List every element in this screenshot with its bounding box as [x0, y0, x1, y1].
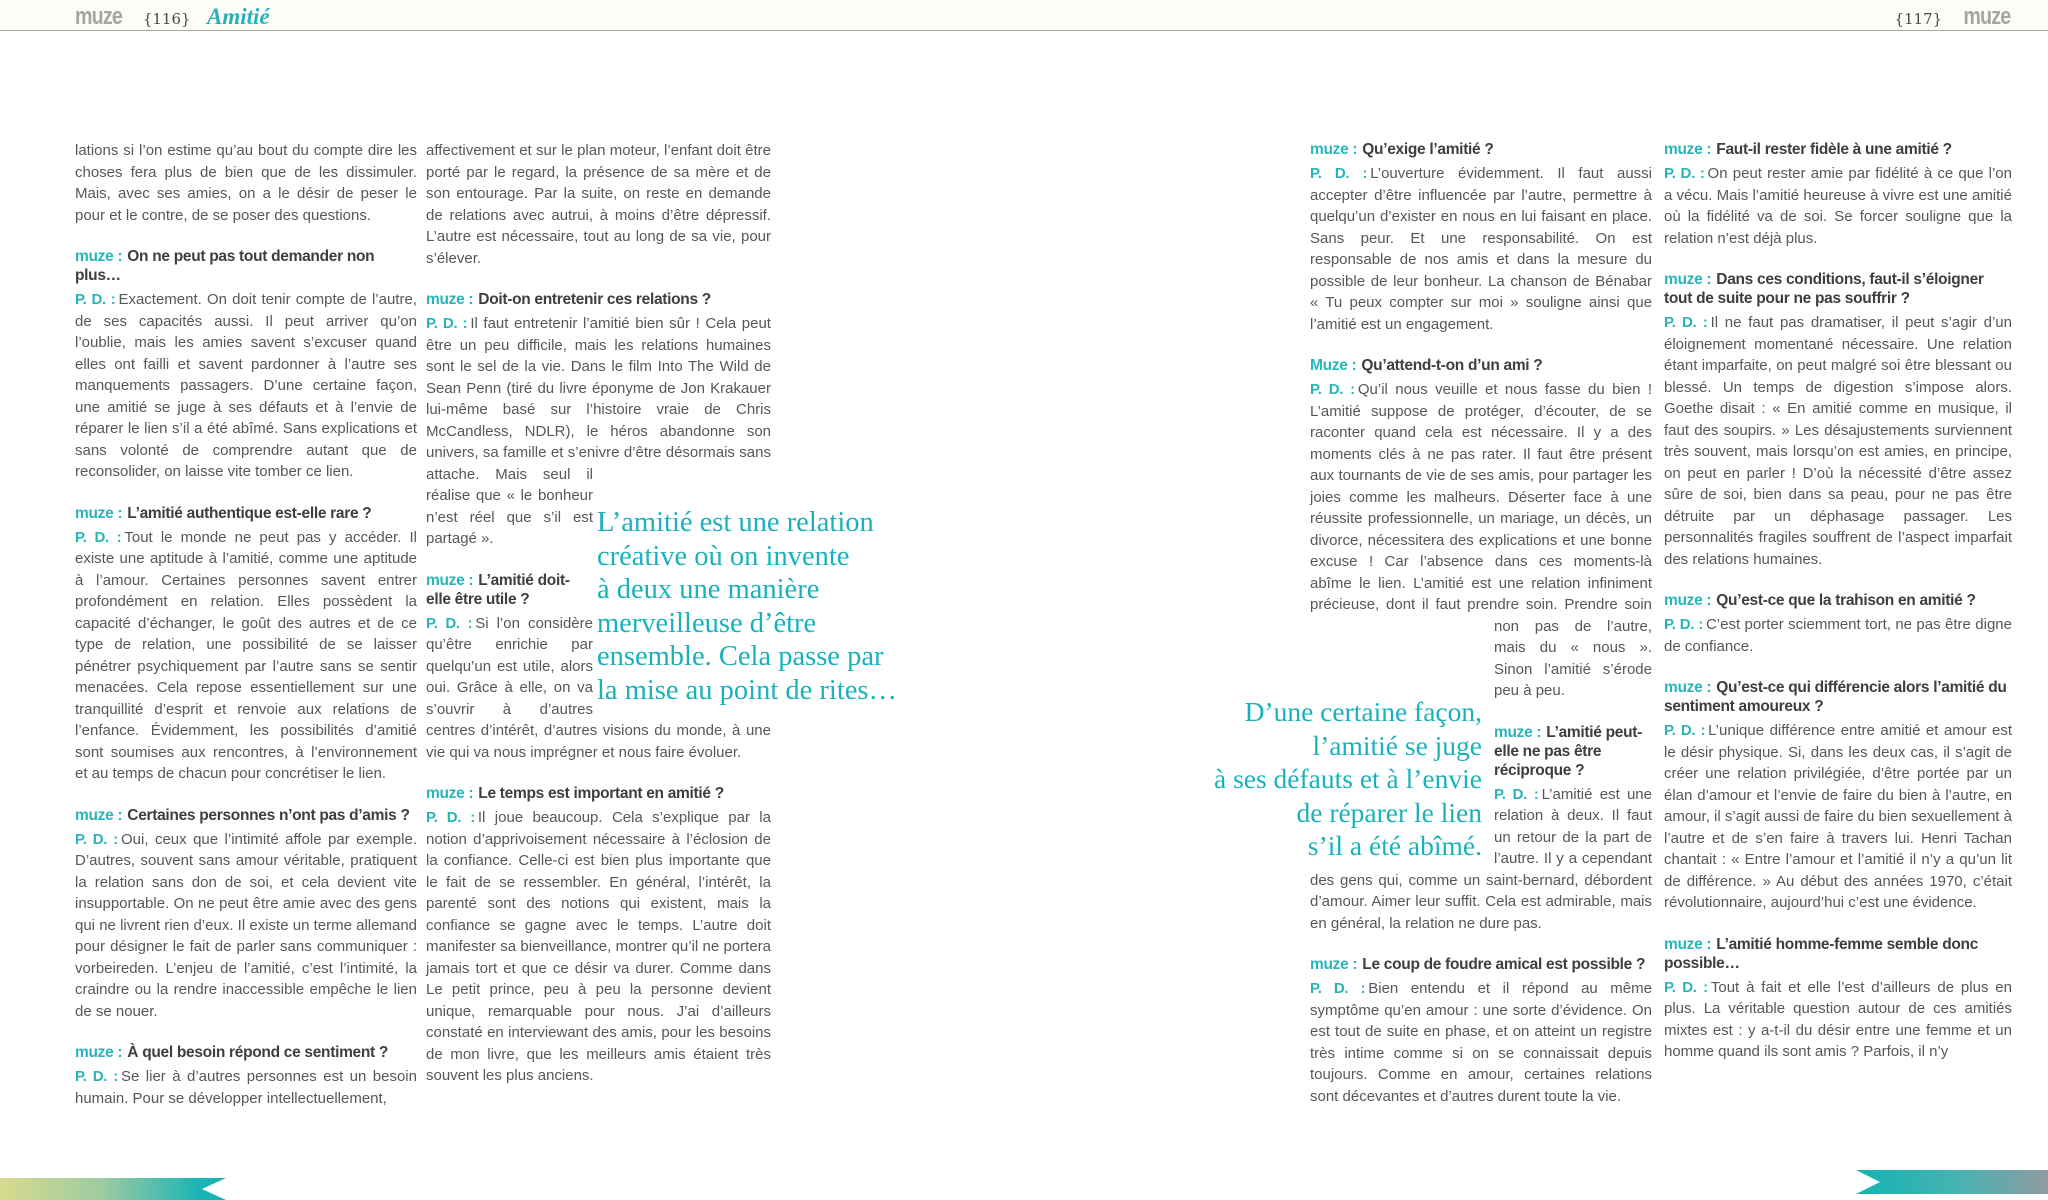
- interview-answer: [1664, 720, 2012, 914]
- interview-answer: [1664, 163, 2012, 249]
- answer-text: C’est porter sciemment tort, ne pas être digne de confiance.: [1664, 616, 2012, 655]
- interview-question: [1664, 935, 2012, 973]
- muze-label: muze :: [1664, 271, 1712, 288]
- interview-answer: [75, 289, 417, 483]
- interview-question: [1664, 591, 2012, 610]
- page-header: [0, 0, 2048, 31]
- pullquote-line: L’amitié est une relation: [597, 507, 874, 538]
- pd-label: P. D. :: [1664, 722, 1706, 739]
- pullquote-center: [597, 506, 997, 707]
- answer-text: Il ne faut pas dramatiser, il peut s’agir d’un éloignement momentané nécessaire. Une relation étant imparfaite, on peut malgré soi être blessant ou blessé. Un temps de digestion s’impose alors. Goethe disait : « En amitié comme en musique, il faut des soupirs. » Les désajustements surviennent très souvent, mais lorsqu’on est amies, en principe, on peut en parler ! D’où la nécessité d’être assez sûre de soi, bien dans sa peau, pour ne pas être détruite par un déphasage passager. Les personnalités fragiles souffrent de l’aspect imparfait des relations humaines.: [1664, 314, 2012, 568]
- text-column-left-1: [75, 140, 417, 1109]
- interview-answer: [75, 1066, 417, 1109]
- answer-text: Si l’on considère qu’être enrichie par quelqu’un est utile, alors oui. Grâce à elle, on va s’ouvrir à d’autres centres d’intérêt, d’autres visions du monde, à une vie qui va nous imprégner et nous faire évoluer.: [426, 614, 771, 761]
- interview-question: [75, 806, 417, 825]
- pd-label: P. D. :: [426, 315, 468, 332]
- interview-answer: [1664, 614, 2012, 657]
- pullquote-line: ensemble. Cela passe par: [597, 641, 884, 672]
- pd-label: P. D. :: [1664, 978, 1708, 996]
- pd-label: P. D. :: [75, 291, 116, 308]
- pullquote-line: l’amitié se juge: [1312, 729, 1482, 761]
- pullquote-line: de réparer le lien: [1296, 796, 1482, 828]
- muze-label: muze :: [1664, 679, 1712, 696]
- answer-text: attache. Mais seul il réalise que « le bonheur n’est réel que s’il est partagé ».: [426, 465, 593, 547]
- muze-label: Muze :: [1310, 357, 1357, 374]
- muze-label: muze :: [426, 785, 474, 802]
- muze-label: muze :: [75, 504, 123, 522]
- interview-answer: [1310, 163, 1652, 335]
- pullquote-line: la mise au point de rites…: [597, 674, 897, 706]
- answer-text: Bien entendu et il répond au même symptôme qu’en amour : une sorte d’évidence. On est tout de suite en phase, et on atteint un registre très intime comme si on se connaissait depuis toujours. Comme en amour, certaines relations sont décevantes et d’autres durent toute la vie.: [1310, 980, 1652, 1105]
- muze-label: muze :: [426, 571, 474, 589]
- ribbon-right-decoration: [1856, 1170, 2048, 1194]
- pullquote-line: D’une certaine façon,: [1244, 696, 1482, 727]
- answer-text: soin. Prendre soin non pas de l’autre, mais du « nous ». Sinon l’amitié s’érode peu à peu.: [1494, 596, 1653, 699]
- pd-label: P. D. :: [1310, 381, 1355, 398]
- question-text: L’amitié authentique est-elle rare ?: [127, 504, 372, 522]
- answer-text: Tout le monde ne peut pas y accéder. Il existe une aptitude à l’amitié, comme une aptitude à l’amour. Certaines personnes savent entrer profondément en relation. Elles possèdent la capacité d’échanger, le goût des autres et de ce type de relation, une possibilité de se laisser pénétrer psychiquement par l’autre sans se sentir menacées. Cela repose essentiellement sur une tranquillité d’esprit et renvoie aux relations de l’enfance. Évidemment, les possibilités d’amitié sont soumises aux rencontres, à l’environnement et au temps de chacun pour concrétiser le lien.: [75, 528, 417, 782]
- magazine-logo: muze: [1962, 3, 2010, 30]
- answer-text: Exactement. On doit tenir compte de l’autre, de ses capacités aussi. Il peut arriver qu’on l’oublie, mais les amies savent s’excuser quand elles ont failli et savent pardonner à l’autre ses manquements passagers. D’une certaine façon, une amitié se juge à ses défauts et à l’envie de réparer le lien s’il a été abîmé. Sans explications et sans volonté de comprendre autant que de reconsolider, on laisse vite tomber ce lien.: [75, 291, 417, 480]
- interview-question: [1664, 270, 2012, 308]
- answer-text: Il faut entretenir l’amitié bien sûr ! Cela peut être un peu difficile, mais les relations humaines sont le sel de la vie. Dans le film Into The Wild de Sean Penn (tiré du livre éponyme de Jon Krakauer lui-même basé sur l’histoire vraie de Chris McCandless, NDLR), le héros abandonne son univers, sa famille et s’enivre d’être désormais sans: [426, 315, 771, 461]
- pd-label: P. D. :: [75, 528, 122, 546]
- pd-label: P. D. :: [1664, 616, 1703, 633]
- question-text: Certaines personnes n’ont pas d’amis ?: [127, 806, 410, 824]
- pd-label: P. D. :: [1310, 165, 1368, 182]
- answer-text: Tout à fait et elle l’est d’ailleurs de plus en plus. La véritable question autour de ces amitiés mixtes est : y a-t-il du désir entre une femme et un homme quand ils sont amis ? Parfois, il n’y: [1664, 978, 2012, 1060]
- answer-text: Qu’il nous veuille et nous fasse du bien ! L’amitié suppose de protéger, d’écouter, de se raconter quand cela est nécessaire. Il y a des moments clés à ne pas rater. Il faut être présent aux tournants de vie de ses amis, pour partager les joies comme les malheurs. Déserter face à une réussite professionnelle, un mariage, un décès, un divorce, nécessitera des explications et une bonne excuse ! Car l’absence dans ces moments-là abîme le lien. L’amitié est une relation infiniment précieuse, dont il faut prendre: [1310, 381, 1652, 613]
- text-column-right-2: [1664, 140, 2012, 1063]
- question-text: Dans ces conditions, faut-il s’éloigner tout de suite pour ne pas souffrir ?: [1664, 271, 1984, 307]
- answer-text: L’unique différence entre amitié et amour est le désir physique. Si, dans les deux cas, il s’agit de créer une relation privilégiée, d’être portée par un élan d’amour et l’envie de faire du bien à l’autre, en amour, il s’agit aussi de faire du bien sexuellement à l’autre et de s’en faire à travers lui. Henri Tachan chantait : « Entre l’amour et l’amitié il n’y a qu’un lit de différence. » Au début des années 1970, c’était révolutionnaire, aujourd’hui c’est une évidence.: [1664, 722, 2012, 911]
- question-text: Qu’est-ce que la trahison en amitié ?: [1716, 592, 1976, 609]
- question-text: Doit-on entretenir ces relations ?: [478, 291, 711, 308]
- answer-text: Oui, ceux que l’intimité affole par exemple. D’autres, souvent sans amour véritable, pratiquent la relation sans don de soi, et cela devient vite insupportable. On ne peut être amie avec des gens qui ne livrent rien d’eux. Il existe un terme allemand pour désigner le fait de parler sans communiquer : vorbeireden. L’enjeu de l’amitié, c’est l’intimité, la craindre ou la rendre inaccessible empêche le lien de se nouer.: [75, 830, 417, 1020]
- question-text: Le temps est important en amitié ?: [478, 785, 724, 802]
- question-text: L’amitié doit-elle être utile ?: [426, 571, 570, 608]
- pullquote-line: à deux une manière: [597, 574, 820, 605]
- interview-question: [1310, 356, 1652, 375]
- pd-label: P. D. :: [75, 1068, 118, 1085]
- question-text: Faut-il rester fidèle à une amitié ?: [1716, 141, 1952, 158]
- pd-label: P. D. :: [1664, 314, 1708, 331]
- pullquote-line: à ses défauts et à l’envie: [1213, 763, 1482, 794]
- muze-label: muze :: [1664, 935, 1712, 953]
- question-text: Qu’exige l’amitié ?: [1362, 141, 1494, 158]
- pullquote-line: s’il a été abîmé.: [1307, 830, 1482, 861]
- interview-answer: [75, 527, 417, 785]
- ribbon-left-decoration: [0, 1178, 226, 1200]
- question-text: On ne peut pas tout demander non plus…: [75, 248, 375, 284]
- interview-question: [1310, 955, 1652, 974]
- answer-text: L’ouverture évidemment. Il faut aussi accepter d’être influencée par l’autre, permettre à quelqu’un d’exister en nous en lui faisant en place. Sans peur. Et une responsabilité. On est responsable de nos amis et dans la mesure du possible de leur bonheur. La chanson de Bénabar « Tu peux compter sur moi » souligne ainsi que l’amitié est un engagement.: [1310, 165, 1652, 333]
- muze-label: muze :: [75, 248, 123, 265]
- question-text: L’amitié peut-elle ne pas être réciproque ?: [1494, 723, 1642, 779]
- muze-label: muze :: [1310, 141, 1358, 158]
- muze-label: muze :: [426, 291, 474, 308]
- question-text: L’amitié homme-femme semble donc possible…: [1664, 935, 1979, 972]
- question-text: Qu’attend-t-on d’un ami ?: [1361, 357, 1543, 374]
- body-paragraph: lations si l’on estime qu’au bout du compte dire les choses fera plus de bien que de les dissimuler. Mais, avec ses amies, on a le désir de peser le pour et le contre, de se poser des questions.: [75, 142, 417, 224]
- answer-text: L’amitié est une relation à deux. Il faut un retour de la part de l’autre. Il y a cependant des gens qui, comme un saint-bernard, débordent d’amour. Aimer leur suffit. Cela est admirable, mais en général, la relation ne dure pas.: [1310, 785, 1652, 932]
- muze-label: muze :: [1664, 141, 1712, 158]
- pullquote-line: créative où on invente: [597, 540, 850, 572]
- pd-label: P. D. :: [1494, 785, 1539, 803]
- interview-answer: [1664, 312, 2012, 570]
- interview-question: [426, 290, 771, 309]
- interview-answer: [75, 829, 417, 1023]
- pullquote-flow-spacer: [1310, 616, 1494, 866]
- header-right: [1888, 3, 2010, 31]
- answer-text: On peut rester amie par fidélité à ce que l’on a vécu. Mais l’amitié heureuse à vivre est une amitié où la fidélité va de soi. Se forcer souligne que la relation n’est déjà plus.: [1664, 165, 2012, 247]
- interview-question: [1310, 140, 1652, 159]
- answer-text: Se lier à d’autres personnes est un besoin humain. Pour se développer intellectuellement,: [75, 1068, 417, 1107]
- muze-label: muze :: [75, 806, 123, 824]
- interview-question: [1664, 678, 2012, 716]
- answer-text: Il joue beaucoup. Cela s’explique par la notion d’apprivoisement nécessaire à l’éclosion de la confiance. Celle-ci est bien plus importante que le fait de se ressembler. En général, l’intérêt, la parenté sont des notions qui existent, mais la confiance se gagne avec le temps. L’autre doit manifester sa bienveillance, montrer qu’il ne portera jamais tort et que ce désir va durer. Comme dans Le petit prince, peu à peu la personne devient unique, remarquable pour nous. J’ai d’ailleurs constaté en interviewant des amis, pour les besoins de mon livre, que les meilleurs amis étaient très souvent les plus anciens.: [426, 809, 771, 1084]
- muze-label: muze :: [1310, 956, 1358, 973]
- pd-label: P. D. :: [1310, 980, 1366, 997]
- section-title: Amitié: [206, 4, 270, 29]
- body-paragraph: affectivement et sur le plan moteur, l’enfant doit être porté par le regard, la présence de sa mère et de son entourage. Par la suite, on reste en demande de relations avec autrui, à moins d’être dépressif. L’autre est nécessaire, tout au long de sa vie, pour s’élever.: [426, 142, 771, 267]
- header-left: [75, 3, 270, 31]
- page-number-right: {117}: [1894, 10, 1943, 28]
- question-text: À quel besoin répond ce sentiment ?: [127, 1044, 389, 1061]
- interview-answer: [426, 807, 771, 1087]
- interview-question: [75, 247, 417, 285]
- question-text: Qu’est-ce qui différencie alors l’amitié du sentiment amoureux ?: [1664, 679, 2007, 715]
- pd-label: P. D. :: [1664, 165, 1705, 182]
- muze-label: muze :: [1664, 592, 1712, 609]
- interview-question: [1664, 140, 2012, 159]
- interview-answer: [1664, 977, 2012, 1063]
- magazine-logo: muze: [75, 3, 123, 30]
- interview-question: [426, 784, 771, 803]
- interview-answer: [1310, 379, 1652, 702]
- interview-question: [75, 504, 417, 523]
- interview-question: [75, 1043, 417, 1062]
- text-column-right-1: [1310, 140, 1652, 1107]
- page-number-left: {116}: [142, 10, 191, 28]
- pullquote-line: merveilleuse d’être: [597, 607, 817, 639]
- pd-label: P. D. :: [426, 614, 473, 632]
- muze-label: muze :: [1494, 723, 1542, 741]
- interview-answer: [1310, 978, 1652, 1107]
- pd-label: P. D. :: [426, 809, 475, 826]
- muze-label: muze :: [75, 1044, 123, 1061]
- question-text: Le coup de foudre amical est possible ?: [1362, 956, 1646, 973]
- pd-label: P. D. :: [75, 830, 119, 848]
